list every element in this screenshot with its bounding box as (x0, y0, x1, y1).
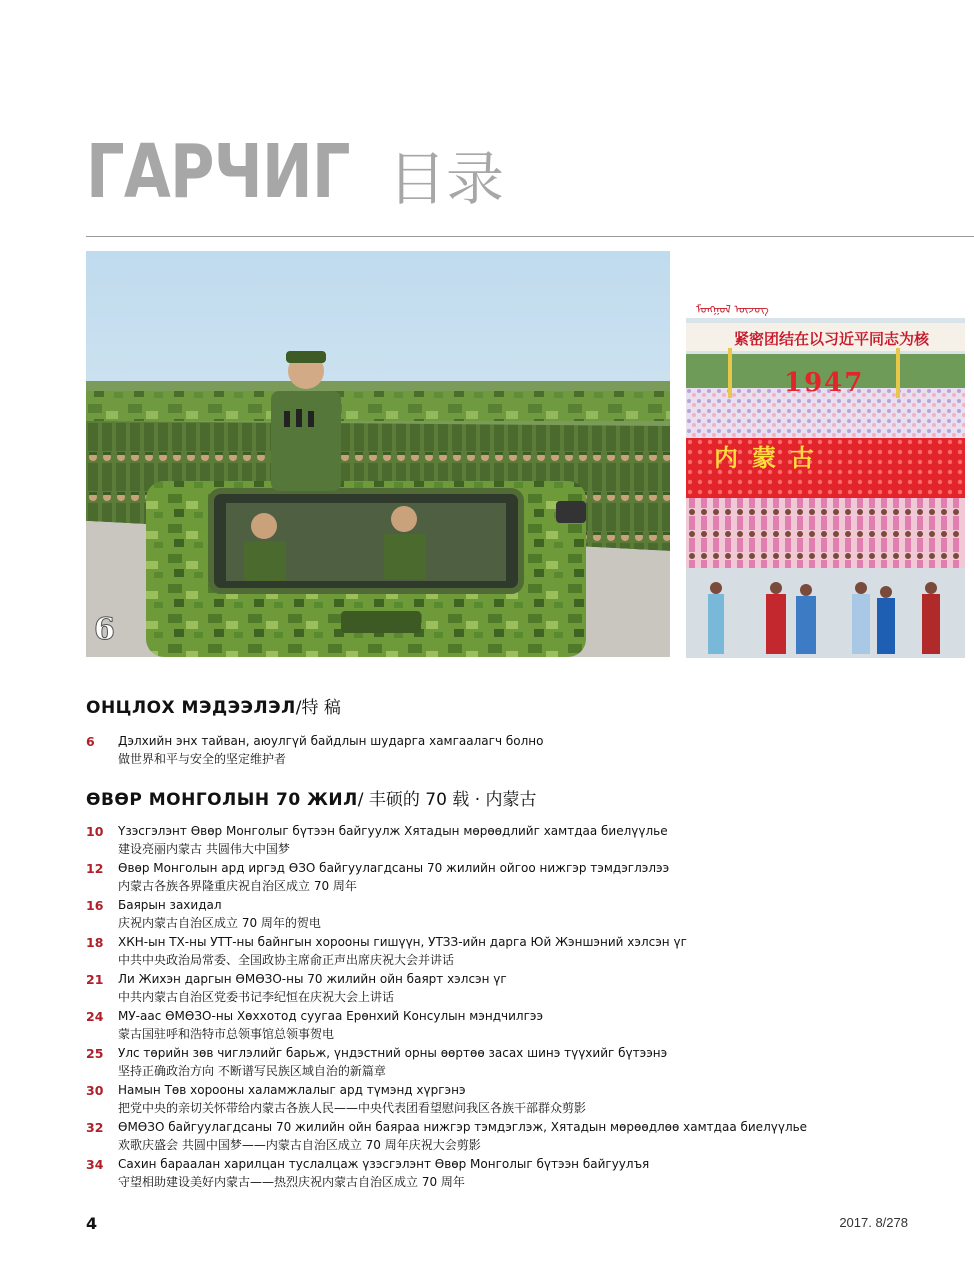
toc-title-mn: ХКН-ын ТХ-ны УТТ-ны байнгын хорооны гишүүн, УТЗЗ-ийн дарга Юй Жэншэний хэлсэн үг (118, 935, 687, 949)
side-photo[interactable] (686, 288, 965, 658)
toc-title-mn: МУ-аас ӨМӨЗО-ны Хөххотод суугаа Ерөнхий Консулын мэндчилгээ (118, 1009, 544, 1023)
footer-issue-number: 2017. 8/278 (839, 1215, 908, 1230)
page-title-cn: 目录 (388, 145, 505, 213)
section-title-cn: / 丰硕的 70 载 · 内蒙古 (357, 790, 537, 810)
toc-title-cn: 内蒙古各族各界隆重庆祝自治区成立 70 周年 (118, 879, 357, 893)
section-title-cn: /特 稿 (295, 698, 341, 718)
toc-title-cn: 中共内蒙古自治区党委书记李纪恒在庆祝大会上讲话 (118, 990, 395, 1004)
section-header-featured (86, 698, 341, 718)
crowd-sign: 内蒙古 (714, 444, 828, 472)
anniversary-year: 1947 (784, 368, 865, 398)
toc-page-number: 12 (86, 861, 104, 876)
header-divider (86, 236, 974, 237)
toc-page-number: 18 (86, 935, 104, 950)
toc-title-cn: 把党中央的亲切关怀带给内蒙古各族人民——中央代表团看望慰问我区各族干部群众剪影 (118, 1101, 587, 1115)
toc-title-cn: 欢歌庆盛会 共圆中国梦——内蒙古自治区成立 70 周年庆祝大会剪影 (118, 1138, 481, 1152)
military-review-illustration (86, 251, 670, 657)
toc-page-number: 10 (86, 824, 104, 839)
toc-title-mn: Өвөр Монголын ард иргэд ӨЗО байгуулагдсаны 70 жилийн ойгоо нижгэр тэмдэглэлээ (118, 861, 670, 875)
toc-title-cn: 做世界和平与安全的坚定维护者 (118, 752, 287, 766)
toc-title-cn: 蒙古国驻呼和浩特市总领事馆总领事贺电 (118, 1027, 335, 1041)
main-photo[interactable] (86, 251, 670, 657)
toc-page-number: 6 (86, 734, 95, 749)
toc-title-cn: 庆祝内蒙古自治区成立 70 周年的贺电 (118, 916, 321, 930)
toc-title-mn: Баярын захидал (118, 898, 222, 912)
toc-title-mn: Ли Жихэн даргын ӨМӨЗО-ны 70 жилийн ойн баярт хэлсэн үг (118, 972, 507, 986)
toc-title-mn: Дэлхийн энх тайван, аюулгүй байдлын шударга хамгаалагч болно (118, 734, 544, 748)
toc-page-number: 25 (86, 1046, 104, 1061)
banner-slogan: 紧密团结在以习近平同志为核 (734, 330, 930, 348)
section-title-mn: ӨВӨР МОНГОЛЫН 70 ЖИЛ (86, 790, 358, 810)
toc-title-mn: Сахин бараалан харилцан туслалцаж үзэсгэлэнт Өвөр Монголыг бүтээн байгуулъя (118, 1157, 650, 1171)
toc-page-number: 32 (86, 1120, 104, 1135)
page-title: ГАРЧИГ (86, 129, 350, 215)
toc-title-mn: Намын Төв хорооны халамжлалыг ард түмэнд хүргэнэ (118, 1083, 466, 1097)
section-title-mn: ОНЦЛОХ МЭДЭЭЛЭЛ (86, 698, 296, 718)
toc-page-number: 34 (86, 1157, 104, 1172)
toc-title-cn: 守望相助建设美好内蒙古——热烈庆祝内蒙古自治区成立 70 周年 (118, 1175, 465, 1189)
footer-page-number: 4 (86, 1214, 98, 1233)
toc-title-cn: 坚持正确政治方向 不断谱写民族区域自治的新篇章 (118, 1064, 386, 1078)
toc-page-number: 30 (86, 1083, 104, 1098)
toc-page-number: 24 (86, 1009, 104, 1024)
toc-title-mn: Улс төрийн зөв чиглэлийг барьж, үндэстний орны өөртөө засах шинэ түүхийг бүтээнэ (118, 1046, 668, 1060)
toc-title-mn: ӨМӨЗО байгуулагдсаны 70 жилийн ойн баяраа нижгэр тэмдэглэж, Хятадын мөрөөдлөө хамтдаа биелүүлье (118, 1120, 808, 1134)
toc-title-mn: Үзэсгэлэнт Өвөр Монголыг бүтээн байгуулж Хятадын мөрөөдлийг хамтдаа биелүүлье (118, 824, 668, 838)
toc-title-cn: 建设亮丽内蒙古 共圆伟大中国梦 (118, 842, 290, 856)
section-header-70-years (86, 790, 537, 810)
toc-title-cn: 中共中央政治局常委、全国政协主席俞正声出席庆祝大会并讲话 (118, 953, 455, 967)
toc-page-number: 21 (86, 972, 104, 987)
banner-mongolian-script: ᠮᠣᠩᠭᠣᠯ ᠦᠵᠦᠭ (696, 303, 769, 316)
page-reference-badge: 6 (94, 612, 115, 647)
toc-page-number: 16 (86, 898, 104, 913)
